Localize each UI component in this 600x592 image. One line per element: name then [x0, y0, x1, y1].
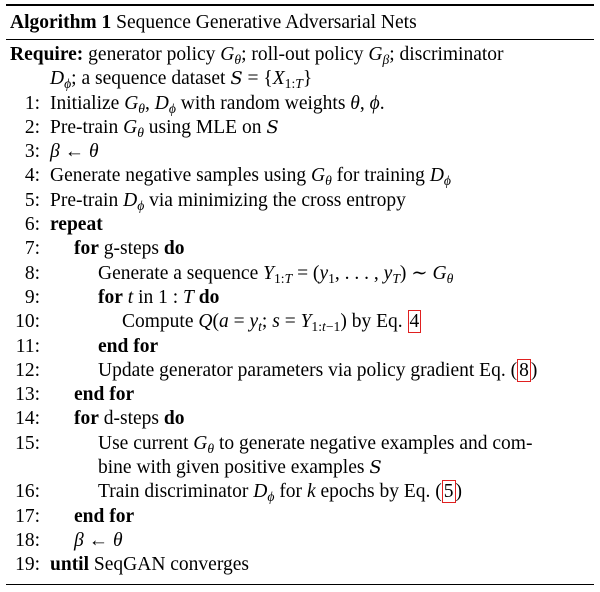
require-line-cont: $D_\phi$; a sequence dataset $S = \{X_{1:T}\}$	[50, 68, 313, 92]
step-15: 15: Use current $G_\theta$ to generate negative examples and com-	[15, 432, 533, 456]
step-3: 3: β ← θ	[24, 141, 99, 163]
algorithm-box	[6, 4, 594, 585]
require-keyword: Require:	[10, 44, 84, 65]
step-8: 8: Generate a sequence $Y_{1:T} = (y_1$, . . . , $y_T$) ∼ $G_\theta$	[24, 262, 454, 286]
step-12: 12: Update generator parameters via policy gradient Eq. ( 8 )	[15, 359, 538, 381]
algorithm-label: Algorithm 1	[10, 12, 112, 33]
step-19: 19: until SeqGAN converges	[15, 554, 249, 576]
step-14: 14: for d-steps do	[15, 408, 185, 430]
step-11: 11: end for	[15, 335, 159, 357]
step-9: 9: for t in 1 : T do	[24, 286, 220, 308]
step-5: 5: Pre-train $D_\phi$ via minimizing the cross entropy	[24, 189, 406, 213]
algorithm-body	[6, 40, 594, 584]
equation-ref-link[interactable]: 5	[443, 481, 454, 503]
step-1: 1: Initialize $G_\theta$, $D_\phi$ with random weights θ, ϕ.	[24, 92, 385, 116]
step-10: 10: Compute $Q(a = y_t$; $s = Y_{1:t-1}$) by Eq. 4	[15, 311, 420, 335]
step-7: 7: for g-steps do	[24, 238, 185, 260]
equation-ref-link[interactable]: 8	[519, 359, 529, 381]
require-line: Require: generator policy $G_\theta$; roll-out policy $G_\beta$; discriminator	[10, 44, 504, 67]
step-13: 13: end for	[15, 384, 135, 406]
equation-ref-link[interactable]: 4	[409, 311, 420, 333]
algorithm-name: Sequence Generative Adversarial Nets	[116, 12, 417, 33]
step-18: 18: β ← θ	[15, 529, 123, 551]
step-15-cont: bine with given positive examples S	[98, 457, 382, 479]
step-16: 16: Train discriminator $D_\phi$ for k epochs by Eq. ( 5 )	[15, 481, 463, 505]
step-6: 6: repeat	[24, 214, 103, 236]
step-17: 17: end for	[15, 505, 135, 527]
step-2: 2: Pre-train $G_\theta$ using MLE on S	[24, 116, 279, 140]
algorithm-title	[6, 6, 594, 39]
step-4: 4: Generate negative samples using $G_\theta$ for training $D_\phi$	[24, 165, 451, 189]
bottom-rule	[6, 584, 594, 585]
